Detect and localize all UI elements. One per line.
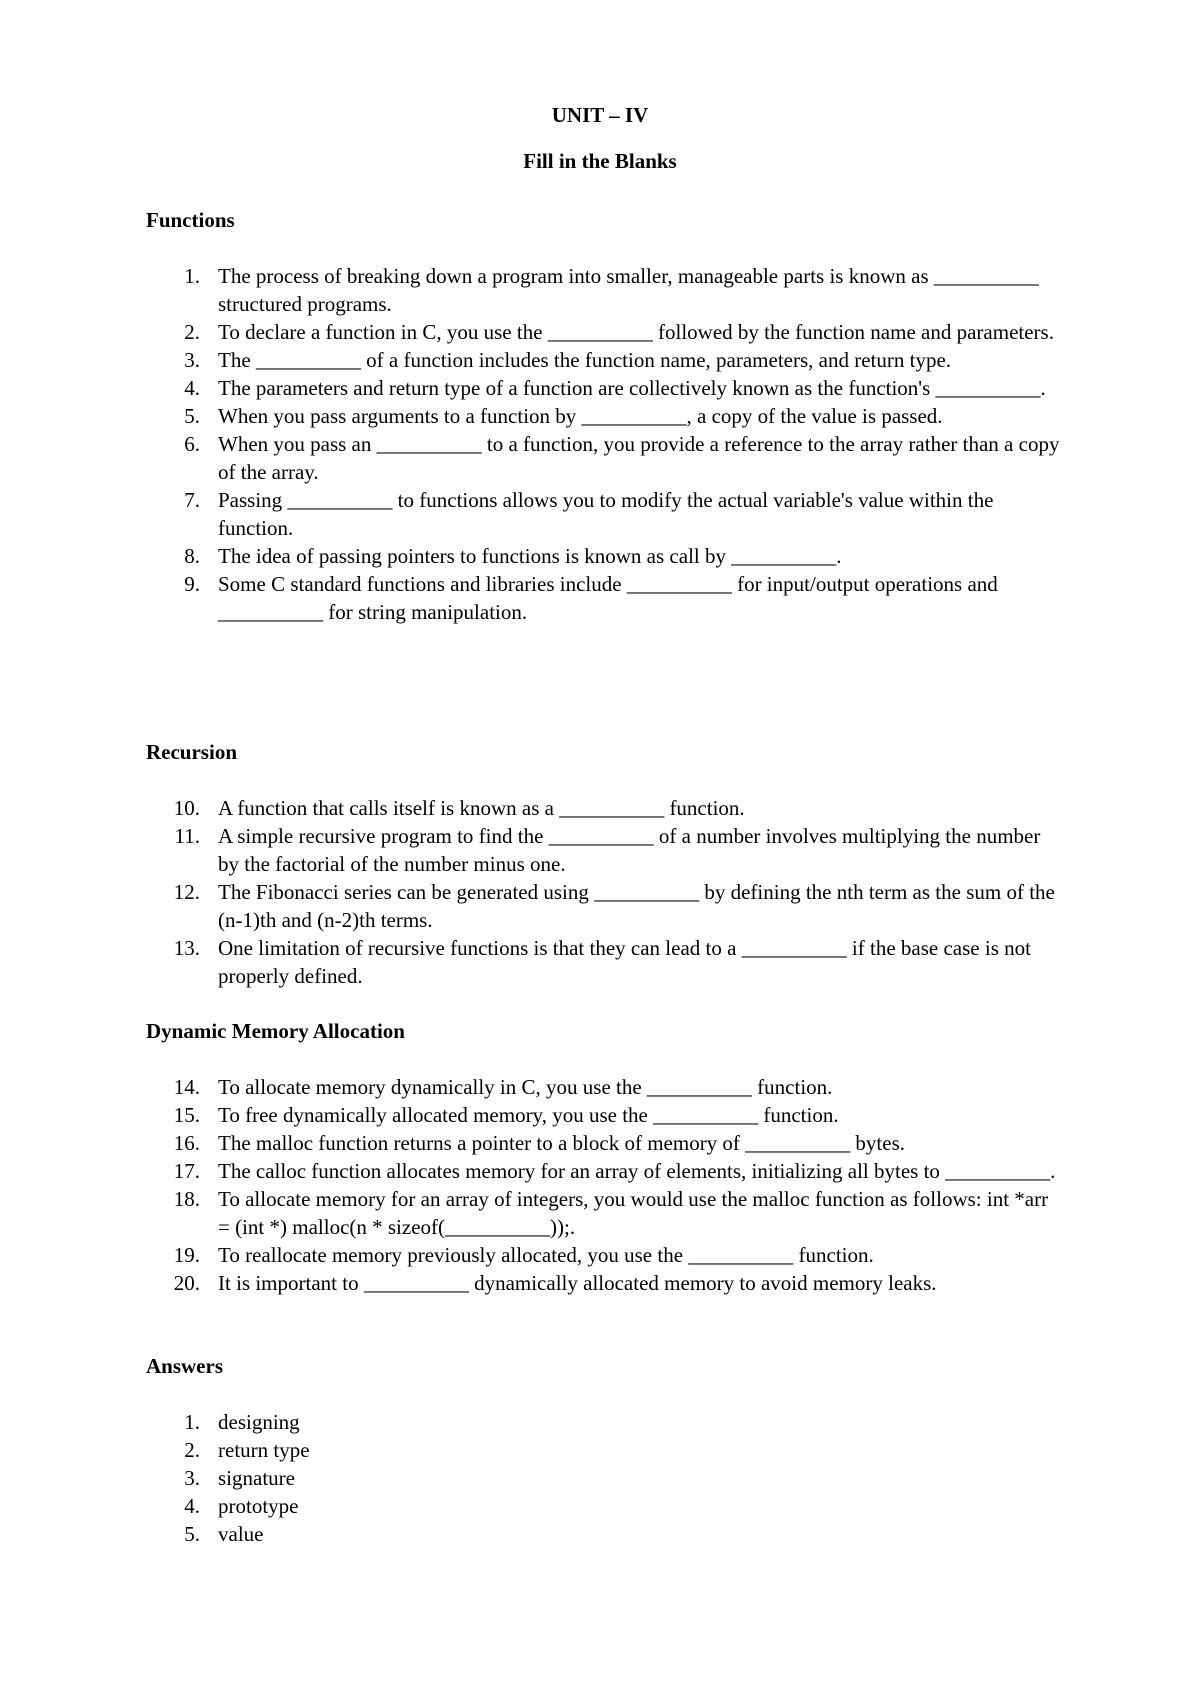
item-number: 5. [184,404,200,428]
list-item [0,570,1063,626]
item-number: 1. [184,264,200,288]
section-heading-recursion: Recursion [146,740,237,764]
section-heading-answers: Answers [146,1354,223,1378]
list-item [0,1436,1063,1464]
item-number: 11. [174,824,200,848]
list-item [0,346,1063,374]
item-number: 16. [173,1131,200,1155]
item-number: 10. [173,796,200,820]
item-text: designing [218,1410,300,1434]
item-text: A function that calls itself is known as a __________ function. [218,796,745,820]
item-number: 17. [173,1159,200,1183]
item-text: When you pass an __________ to a function, you provide a reference to the array rather than a copy of the array. [218,432,1060,484]
list-item [0,1157,1063,1185]
item-text: signature [218,1466,295,1490]
list-item [0,934,1063,990]
item-number: 13. [173,936,200,960]
item-number: 6. [184,432,200,456]
functions-question-list [0,262,1200,626]
item-number: 4. [184,1494,200,1518]
item-text: return type [218,1438,310,1462]
item-text: To allocate memory dynamically in C, you use the __________ function. [218,1075,833,1099]
item-text: The Fibonacci series can be generated using __________ by defining the nth term as the sum of the (n-1)th and (n-2)th terms. [218,880,1055,932]
item-text: When you pass arguments to a function by __________, a copy of the value is passed. [218,404,943,428]
item-text: To declare a function in C, you use the __________ followed by the function name and parameters. [218,320,1054,344]
list-item [0,878,1063,934]
item-number: 14. [173,1075,200,1099]
item-number: 20. [173,1271,200,1295]
list-item [0,1185,1063,1241]
list-item [0,430,1063,486]
item-number: 7. [184,488,200,512]
list-item [0,1101,1063,1129]
item-text: To free dynamically allocated memory, you use the __________ function. [218,1103,839,1127]
item-number: 9. [184,572,200,596]
item-text: The idea of passing pointers to functions is known as call by __________. [218,544,842,568]
item-text: It is important to __________ dynamically allocated memory to avoid memory leaks. [218,1271,937,1295]
item-text: The calloc function allocates memory for an array of elements, initializing all bytes to __________. [218,1159,1056,1183]
list-item [0,1269,1063,1297]
item-number: 4. [184,376,200,400]
document-subtitle: Fill in the Blanks [523,149,677,173]
item-number: 15. [173,1103,200,1127]
list-item [0,318,1063,346]
answers-list [0,1408,1200,1548]
recursion-question-list [0,794,1200,990]
item-text: The __________ of a function includes the function name, parameters, and return type. [218,348,952,372]
item-text: To reallocate memory previously allocated, you use the __________ function. [218,1243,874,1267]
item-text: Some C standard functions and libraries include __________ for input/output operations and __________ for string manipulation. [218,572,998,624]
item-text: Passing __________ to functions allows you to modify the actual variable's value within the function. [218,488,994,540]
dynamic-memory-question-list [0,1073,1200,1297]
list-item [0,374,1063,402]
item-text: value [218,1522,264,1546]
item-number: 5. [184,1522,200,1546]
item-text: prototype [218,1494,299,1518]
item-number: 12. [173,880,200,904]
list-item [0,542,1063,570]
item-number: 8. [184,544,200,568]
item-text: To allocate memory for an array of integers, you would use the malloc function as follows: int *arr = (int *) malloc(n * sizeof(__________));. [218,1187,1049,1239]
item-text: The process of breaking down a program into smaller, manageable parts is known as __________ structured programs. [218,264,1039,316]
item-number: 1. [184,1410,200,1434]
section-heading-functions: Functions [146,208,235,232]
list-item [0,1492,1063,1520]
item-text: The parameters and return type of a function are collectively known as the function's __________. [218,376,1046,400]
list-item [0,1464,1063,1492]
list-item [0,1520,1063,1548]
item-number: 18. [173,1187,200,1211]
item-text: A simple recursive program to find the __________ of a number involves multiplying the number by the factorial of the number minus one. [218,824,1041,876]
item-number: 2. [184,320,200,344]
list-item [0,1073,1063,1101]
list-item [0,794,1063,822]
item-number: 3. [184,348,200,372]
section-heading-dynamic-memory: Dynamic Memory Allocation [146,1019,405,1043]
list-item [0,486,1063,542]
item-text: One limitation of recursive functions is that they can lead to a __________ if the base case is not properly defined. [218,936,1031,988]
item-number: 19. [173,1243,200,1267]
item-text: The malloc function returns a pointer to a block of memory of __________ bytes. [218,1131,906,1155]
list-item [0,1408,1063,1436]
list-item [0,262,1063,318]
list-item [0,1241,1063,1269]
list-item [0,822,1063,878]
list-item [0,1129,1063,1157]
list-item [0,402,1063,430]
unit-title: UNIT – IV [551,103,649,127]
item-number: 2. [184,1438,200,1462]
item-number: 3. [184,1466,200,1490]
